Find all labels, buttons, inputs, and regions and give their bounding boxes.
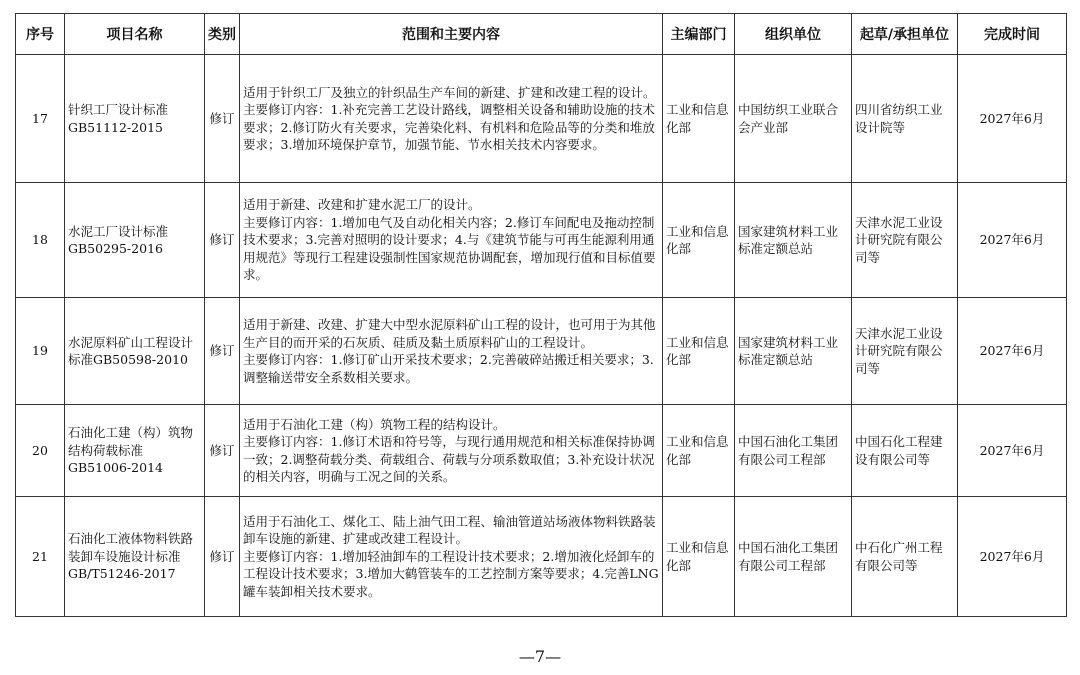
table-row (16, 497, 1067, 617)
project-name: 石油化工建（构）筑物结构荷载标准GB51006-2014 (65, 405, 205, 497)
project-type: 修订 (205, 298, 240, 405)
row-number: 17 (16, 55, 65, 183)
organizing-unit: 国家建筑材料工业标准定额总站 (735, 298, 852, 405)
completion-date: 2027年6月 (958, 183, 1067, 298)
table-row (16, 55, 1067, 183)
project-type: 修订 (205, 55, 240, 183)
editing-department: 工业和信息化部 (663, 55, 735, 183)
header-type: 类别 (205, 14, 240, 55)
drafting-unit: 中国石化工程建设有限公司等 (852, 405, 958, 497)
scope-applicability: 适用于新建、改建、扩建大中型水泥原料矿山工程的设计，也可用于为其他生产目的而开采的石灰质、硅质及黏土质原料矿山的工程设计。 (243, 317, 656, 350)
scope-cell (240, 405, 663, 497)
completion-date: 2027年6月 (958, 55, 1067, 183)
editing-department: 工业和信息化部 (663, 298, 735, 405)
completion-date: 2027年6月 (958, 497, 1067, 617)
project-type: 修订 (205, 405, 240, 497)
project-name: 水泥原料矿山工程设计标准GB50598-2010 (65, 298, 205, 405)
row-number: 19 (16, 298, 65, 405)
header-date: 完成时间 (958, 14, 1067, 55)
scope-revisions: 主要修订内容：1.修订矿山开采技术要求；2.完善破碎站搬迁相关要求；3.调整输送带安全系数相关要求。 (243, 352, 654, 385)
organizing-unit: 中国石油化工集团有限公司工程部 (735, 497, 852, 617)
page-number: —7— (518, 647, 562, 666)
scope-revisions: 主要修订内容：1.增加轻油卸车的工程设计技术要求；2.增加液化烃卸车的工程设计技术要求；3.增加大鹤管装车的工艺控制方案等要求；4.完善LNG罐车装卸相关技术要求。 (243, 548, 659, 599)
drafting-unit: 天津水泥工业设计研究院有限公司等 (852, 298, 958, 405)
project-name: 针织工厂设计标准GB51112-2015 (65, 55, 205, 183)
organizing-unit: 国家建筑材料工业标准定额总站 (735, 183, 852, 298)
project-name: 石油化工液体物料铁路装卸车设施设计标准GB/T51246-2017 (65, 497, 205, 617)
project-type: 修订 (205, 497, 240, 617)
editing-department: 工业和信息化部 (663, 497, 735, 617)
project-type: 修订 (205, 183, 240, 298)
header-scope: 范围和主要内容 (240, 14, 663, 55)
header-dept: 主编部门 (663, 14, 735, 55)
scope-applicability: 适用于石油化工建（构）筑物工程的结构设计。 (243, 416, 506, 432)
table-row (16, 183, 1067, 298)
editing-department: 工业和信息化部 (663, 405, 735, 497)
scope-cell (240, 497, 663, 617)
scope-revisions: 主要修订内容：1.补充完善工艺设计路线，调整相关设备和辅助设施的技术要求；2.修订防火有关要求，完善染化料、有机料和危险品等的分类和堆放要求；3.增加环境保护章节，加强节能、节水相关技术内容要求。 (243, 102, 655, 152)
table-row (16, 298, 1067, 405)
scope-cell (240, 55, 663, 183)
organizing-unit: 中国纺织工业联合会产业部 (735, 55, 852, 183)
drafting-unit: 四川省纺织工业设计院等 (852, 55, 958, 183)
scope-applicability: 适用于新建、改建和扩建水泥工厂的设计。 (243, 197, 481, 213)
header-num: 序号 (16, 14, 65, 55)
row-number: 21 (16, 497, 65, 617)
scope-revisions: 主要修订内容：1.增加电气及自动化相关内容；2.修订车间配电及拖动控制技术要求；3.完善对照明的设计要求；4.与《建筑节能与可再生能源利用通用规范》等现行工程建设强制性国家规范协调配套，增加现行值和目标值要求。 (243, 214, 656, 283)
completion-date: 2027年6月 (958, 405, 1067, 497)
header-row (16, 14, 1067, 55)
header-org: 组织单位 (735, 14, 852, 55)
header-name: 项目名称 (65, 14, 205, 55)
completion-date: 2027年6月 (958, 298, 1067, 405)
scope-cell (240, 298, 663, 405)
scope-applicability: 适用于针织工厂及独立的针织品生产车间的新建、扩建和改建工程的设计。 (243, 84, 656, 100)
table-row (16, 405, 1067, 497)
row-number: 20 (16, 405, 65, 497)
scope-revisions: 主要修订内容：1.修订术语和符号等，与现行通用规范和相关标准保持协调一致；2.调整荷载分类、荷载组合、荷载与分项系数取值；3.补充设计状况的相关内容，明确与工况之间的关系。 (243, 434, 655, 484)
standards-table (15, 13, 1067, 617)
header-drafter: 起草/承担单位 (852, 14, 958, 55)
project-name: 水泥工厂设计标准GB50295-2016 (65, 183, 205, 298)
scope-cell (240, 183, 663, 298)
editing-department: 工业和信息化部 (663, 183, 735, 298)
scope-applicability: 适用于石油化工、煤化工、陆上油气田工程、输油管道站场液体物料铁路装卸车设施的新建、扩建或改建工程设计。 (243, 513, 656, 547)
organizing-unit: 中国石油化工集团有限公司工程部 (735, 405, 852, 497)
drafting-unit: 中石化广州工程有限公司等 (852, 497, 958, 617)
row-number: 18 (16, 183, 65, 298)
drafting-unit: 天津水泥工业设计研究院有限公司等 (852, 183, 958, 298)
